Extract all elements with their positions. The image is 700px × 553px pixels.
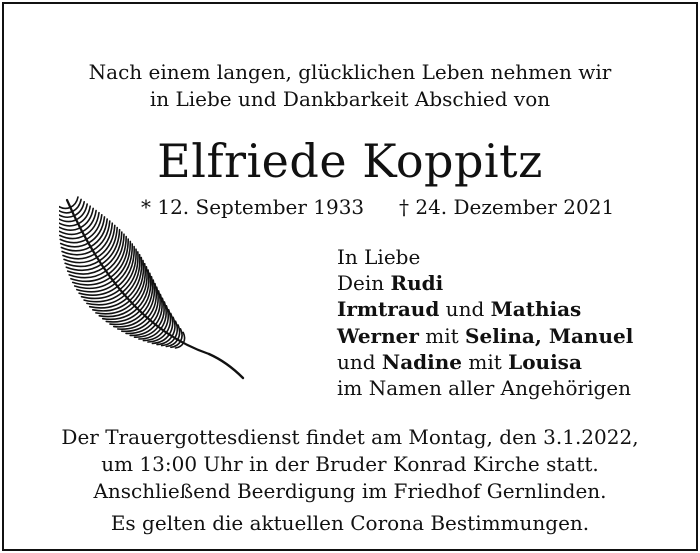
family-member-name: Louisa <box>508 349 582 374</box>
family-line-3 <box>337 296 633 322</box>
intro-line-1: Nach einem langen, glücklichen Leben nehmen wir <box>88 60 612 84</box>
intro-text <box>4 59 696 113</box>
family-text: und <box>337 349 382 374</box>
death-date: † 24. Dezember 2021 <box>399 195 615 219</box>
family-member-name: Rudi <box>390 271 444 296</box>
family-line-1: In Liebe <box>337 245 421 269</box>
family-text: und <box>439 297 491 322</box>
family-text: Dein <box>337 271 391 296</box>
service-line-2: um 13:00 Uhr in der Bruder Konrad Kirche statt. <box>101 452 599 476</box>
family-line-4 <box>337 323 633 349</box>
family-text: mit <box>462 349 509 374</box>
intro-line-2: in Liebe und Dankbarkeit Abschied von <box>149 87 551 111</box>
corona-notice: Es gelten die aktuellen Corona Bestimmungen. <box>110 511 590 535</box>
family-member-name: Nadine <box>381 349 463 374</box>
deceased-name: Elfriede Koppitz <box>157 134 543 188</box>
family-line-6: im Namen aller Angehörigen <box>337 376 632 401</box>
family-member-name: Werner <box>337 323 419 348</box>
family-signature <box>337 244 633 401</box>
family-line-5 <box>337 349 633 375</box>
obituary-notice <box>2 2 698 551</box>
birth-date: * 12. September 1933 <box>141 195 365 219</box>
family-member-name: Mathias <box>490 297 582 322</box>
family-line-2 <box>337 270 633 296</box>
feather-icon <box>59 186 259 386</box>
family-text: mit <box>418 323 466 348</box>
service-line-3: Anschließend Beerdigung im Friedhof Gernlinden. <box>93 479 607 503</box>
family-member-name: Selina, Manuel <box>465 323 634 348</box>
service-line-1: Der Trauergottesdienst findet am Montag, den 3.1.2022, <box>61 425 639 449</box>
service-info <box>4 424 696 505</box>
family-member-name: Irmtraud <box>337 297 440 322</box>
